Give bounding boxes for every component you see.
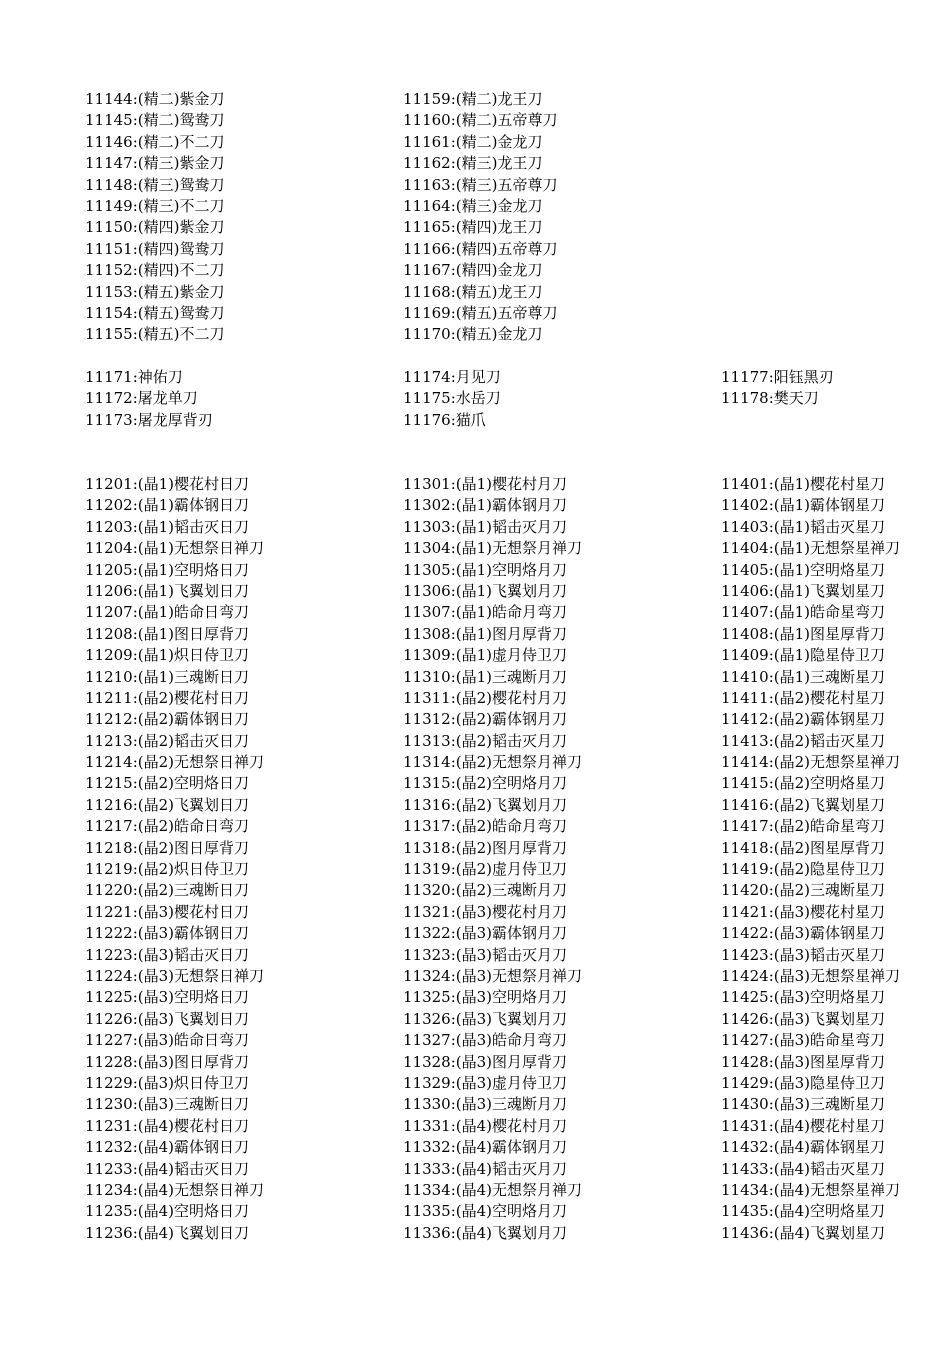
list-item: 11417:(晶2)皓命星弯刀 [721,817,886,836]
list-item: 11334:(晶4)无想祭月禅刀 [403,1180,583,1199]
list-item: 11426:(晶3)飞翼划星刀 [721,1009,886,1028]
list-item: 11174:月见刀 [403,368,501,386]
list-item: 11411:(晶2)樱花村星刀 [721,688,886,707]
list-item: 11308:(晶1)图月厚背刀 [403,624,568,643]
list-item: 11318:(晶2)图月厚背刀 [403,838,568,857]
list-item: 11432:(晶4)霸体钢星刀 [721,1138,886,1157]
list-item: 11221:(晶3)樱花村日刀 [85,902,250,921]
list-item: 11205:(晶1)空明烙日刀 [85,560,250,579]
list-item: 11233:(晶4)韬击灭日刀 [85,1159,250,1178]
list-item: 11212:(晶2)霸体钢日刀 [85,710,250,729]
list-item: 11425:(晶3)空明烙星刀 [721,988,886,1007]
list-item: 11424:(晶3)无想祭星禅刀 [721,966,901,985]
list-item: 11412:(晶2)霸体钢星刀 [721,710,886,729]
list-item: 11329:(晶3)虚月侍卫刀 [403,1073,568,1092]
list-item: 11178:樊天刀 [721,389,819,408]
list-item: 11227:(晶3)皓命日弯刀 [85,1031,250,1050]
list-item: 11234:(晶4)无想祭日禅刀 [85,1180,265,1199]
list-item: 11311:(晶2)樱花村月刀 [403,688,568,707]
list-item: 11165:(精四)龙王刀 [403,218,543,237]
list-item: 11304:(晶1)无想祭月禅刀 [403,539,583,558]
list-item: 11321:(晶3)樱花村月刀 [403,902,568,921]
list-item: 11144:(精二)紫金刀 [85,90,225,108]
list-item: 11224:(晶3)无想祭日禅刀 [85,966,265,985]
list-item: 11153:(精五)紫金刀 [85,282,225,301]
list-item: 11413:(晶2)韬击灭星刀 [721,731,886,750]
list-item: 11216:(晶2)飞翼划日刀 [85,795,250,814]
list-item: 11320:(晶2)三魂断月刀 [403,881,568,900]
list-item: 11201:(晶1)樱花村日刀 [85,475,250,493]
list-item: 11219:(晶2)炽日侍卫刀 [85,860,250,879]
list-item: 11168:(精五)龙王刀 [403,282,543,301]
list-item: 11220:(晶2)三魂断日刀 [85,881,250,900]
list-item: 11335:(晶4)空明烙月刀 [403,1202,568,1221]
list-item: 11331:(晶4)樱花村月刀 [403,1116,568,1135]
list-item: 11166:(精四)五帝尊刀 [403,239,558,258]
list-item: 11229:(晶3)炽日侍卫刀 [85,1073,250,1092]
list-item: 11170:(精五)金龙刀 [403,325,543,344]
list-item: 11210:(晶1)三魂断日刀 [85,667,250,686]
list-item: 11162:(精三)龙王刀 [403,154,543,173]
list-item: 11213:(晶2)韬击灭日刀 [85,731,250,750]
list-item: 11336:(晶4)飞翼划月刀 [403,1223,568,1242]
list-item: 11203:(晶1)韬击灭日刀 [85,517,250,536]
list-item: 11409:(晶1)隐星侍卫刀 [721,646,886,665]
list-item: 11414:(晶2)无想祭星禅刀 [721,753,901,772]
list-item: 11305:(晶1)空明烙月刀 [403,560,568,579]
list-item: 11307:(晶1)皓命月弯刀 [403,603,568,622]
list-item: 11303:(晶1)韬击灭月刀 [403,517,568,536]
list-item: 11428:(晶3)图星厚背刀 [721,1052,886,1071]
list-item: 11313:(晶2)韬击灭月刀 [403,731,568,750]
list-item: 11206:(晶1)飞翼划日刀 [85,581,250,600]
list-item: 11164:(精三)金龙刀 [403,196,543,215]
list-item: 11176:猫爪 [403,410,486,429]
list-item: 11209:(晶1)炽日侍卫刀 [85,646,250,665]
list-item: 11406:(晶1)飞翼划星刀 [721,581,886,600]
list-item: 11171:神佑刀 [85,368,183,386]
list-item: 11214:(晶2)无想祭日禅刀 [85,753,265,772]
list-item: 11148:(精三)鸳鸯刀 [85,175,225,194]
list-item: 11319:(晶2)虚月侍卫刀 [403,860,568,879]
list-item: 11159:(精二)龙王刀 [403,90,543,108]
list-item: 11217:(晶2)皓命日弯刀 [85,817,250,836]
list-item: 11236:(晶4)飞翼划日刀 [85,1223,250,1242]
list-item: 11232:(晶4)霸体钢日刀 [85,1138,250,1157]
list-item: 11146:(精二)不二刀 [85,132,225,151]
list-item: 11434:(晶4)无想祭星禅刀 [721,1180,901,1199]
list-item: 11323:(晶3)韬击灭月刀 [403,945,568,964]
list-item: 11332:(晶4)霸体钢月刀 [403,1138,568,1157]
list-item: 11430:(晶3)三魂断星刀 [721,1095,886,1114]
list-item: 11421:(晶3)樱花村星刀 [721,902,886,921]
list-item: 11301:(晶1)樱花村月刀 [403,475,568,493]
list-item: 11306:(晶1)飞翼划月刀 [403,581,568,600]
list-item: 11222:(晶3)霸体钢日刀 [85,924,250,943]
list-item: 11207:(晶1)皓命日弯刀 [85,603,250,622]
list-item: 11202:(晶1)霸体钢日刀 [85,496,250,515]
list-item: 11226:(晶3)飞翼划日刀 [85,1009,250,1028]
list-item: 11147:(精三)紫金刀 [85,154,225,173]
list-item: 11408:(晶1)图星厚背刀 [721,624,886,643]
list-item: 11419:(晶2)隐星侍卫刀 [721,860,886,879]
list-item: 11405:(晶1)空明烙星刀 [721,560,886,579]
list-item: 11312:(晶2)霸体钢月刀 [403,710,568,729]
list-item: 11218:(晶2)图日厚背刀 [85,838,250,857]
list-item: 11228:(晶3)图日厚背刀 [85,1052,250,1071]
list-item: 11211:(晶2)樱花村日刀 [85,688,250,707]
list-item: 11403:(晶1)韬击灭星刀 [721,517,886,536]
list-item: 11310:(晶1)三魂断月刀 [403,667,568,686]
list-item: 11231:(晶4)樱花村日刀 [85,1116,250,1135]
list-item: 11427:(晶3)皓命星弯刀 [721,1031,886,1050]
list-item: 11167:(精四)金龙刀 [403,261,543,280]
list-item: 11175:水岳刀 [403,389,501,408]
list-item: 11235:(晶4)空明烙日刀 [85,1202,250,1221]
list-item: 11404:(晶1)无想祭星禅刀 [721,539,901,558]
list-item: 11326:(晶3)飞翼划月刀 [403,1009,568,1028]
list-item: 11410:(晶1)三魂断星刀 [721,667,886,686]
list-item: 11401:(晶1)樱花村星刀 [721,475,886,493]
list-item: 11223:(晶3)韬击灭日刀 [85,945,250,964]
list-item: 11215:(晶2)空明烙日刀 [85,774,250,793]
list-item: 11145:(精二)鸳鸯刀 [85,111,225,130]
list-item: 11324:(晶3)无想祭月禅刀 [403,966,583,985]
list-item: 11161:(精二)金龙刀 [403,132,543,151]
list-item: 11309:(晶1)虚月侍卫刀 [403,646,568,665]
list-item: 11150:(精四)紫金刀 [85,218,225,237]
list-item: 11230:(晶3)三魂断日刀 [85,1095,250,1114]
list-item: 11416:(晶2)飞翼划星刀 [721,795,886,814]
list-item: 11429:(晶3)隐星侍卫刀 [721,1073,886,1092]
list-item: 11208:(晶1)图日厚背刀 [85,624,250,643]
list-item: 11314:(晶2)无想祭月禅刀 [403,753,583,772]
list-item: 11177:阳钰黑刃 [721,368,834,386]
list-item: 11418:(晶2)图星厚背刀 [721,838,886,857]
list-item: 11325:(晶3)空明烙月刀 [403,988,568,1007]
list-item: 11173:屠龙厚背刃 [85,410,213,429]
list-item: 11420:(晶2)三魂断星刀 [721,881,886,900]
list-item: 11154:(精五)鸳鸯刀 [85,303,225,322]
list-item: 11155:(精五)不二刀 [85,325,225,344]
list-item: 11407:(晶1)皓命星弯刀 [721,603,886,622]
list-item: 11204:(晶1)无想祭日禅刀 [85,539,265,558]
list-item: 11435:(晶4)空明烙星刀 [721,1202,886,1221]
list-item: 11302:(晶1)霸体钢月刀 [403,496,568,515]
list-item: 11415:(晶2)空明烙星刀 [721,774,886,793]
list-item: 11316:(晶2)飞翼划月刀 [403,795,568,814]
list-item: 11315:(晶2)空明烙月刀 [403,774,568,793]
list-item: 11333:(晶4)韬击灭月刀 [403,1159,568,1178]
list-item: 11402:(晶1)霸体钢星刀 [721,496,886,515]
list-item: 11225:(晶3)空明烙日刀 [85,988,250,1007]
list-item: 11328:(晶3)图月厚背刀 [403,1052,568,1071]
list-item: 11317:(晶2)皓命月弯刀 [403,817,568,836]
list-item: 11172:屠龙单刀 [85,389,198,408]
list-item: 11322:(晶3)霸体钢月刀 [403,924,568,943]
list-item: 11422:(晶3)霸体钢星刀 [721,924,886,943]
list-item: 11151:(精四)鸳鸯刀 [85,239,225,258]
list-item: 11169:(精五)五帝尊刀 [403,303,558,322]
list-item: 11163:(精三)五帝尊刀 [403,175,558,194]
list-item: 11436:(晶4)飞翼划星刀 [721,1223,886,1242]
list-item: 11152:(精四)不二刀 [85,261,225,280]
list-item: 11149:(精三)不二刀 [85,196,225,215]
list-item: 11423:(晶3)韬击灭星刀 [721,945,886,964]
list-item: 11327:(晶3)皓命月弯刀 [403,1031,568,1050]
list-item: 11433:(晶4)韬击灭星刀 [721,1159,886,1178]
list-item: 11160:(精二)五帝尊刀 [403,111,558,130]
list-item: 11330:(晶3)三魂断月刀 [403,1095,568,1114]
list-item: 11431:(晶4)樱花村星刀 [721,1116,886,1135]
